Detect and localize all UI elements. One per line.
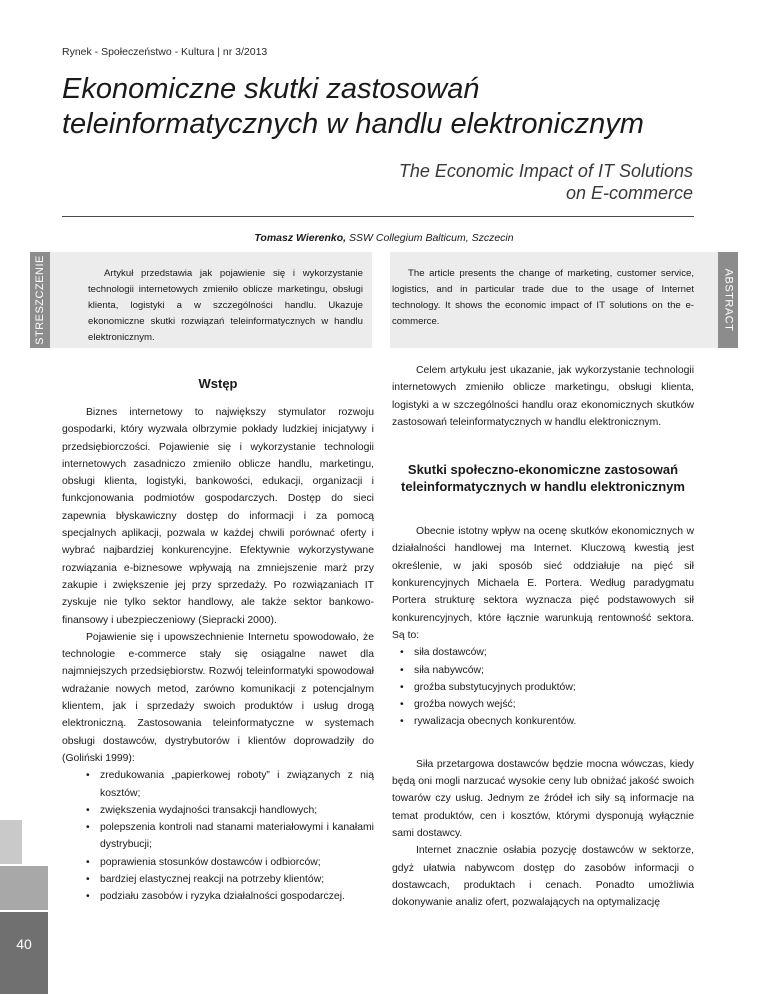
paragraph: Pojawienie się i upowszechnienie Internetu spowodowało, że technologie e-commerce stały się osiągalne nawet dla najmniejszych przedsiębiorstw. Rozwój teleinformatyki spowodował wdrażanie nowych metod, zarówno komunikacji z potencjalnym klientem, jak i sprzedaży swoich produktów i usług drogą elektroniczną. Zastosowania teleinformatyczne w systemach obsługi dostawców, dystrybutorów i klientów doprowadziły do (Goliński 1999): xyxy=(62,631,374,764)
left-column xyxy=(62,372,374,906)
decorative-block xyxy=(0,866,48,910)
list-item: • groźba substytucyjnych produktów; xyxy=(392,679,694,696)
bullet-list xyxy=(392,644,694,730)
paragraph: Obecnie istotny wpływ na ocenę skutków ekonomicznych w działalności handlowej ma Internet. Kluczową kwestią jest określenie, w jaki sposób sieć oddziałuje na pięć sił konkurencyjnych Michaela E. Portera. Według paradygmatu Portera strukturę sektora wyznacza pięć podstawowych sił konkurencyjnych, które łącznie warunkują rentowność sektora. Są to: xyxy=(392,526,694,641)
list-item: • siła dostawców; xyxy=(392,644,694,661)
journal-info: Rynek - Społeczeństwo - Kultura | nr 3/2013 xyxy=(62,46,268,58)
right-column xyxy=(392,362,694,911)
paragraph: Biznes internetowy to największy stymulator rozwoju gospodarki, który wyzwala olbrzymie pokłady ludzkiej inicjatywy i przedsiębiorczości. Pojawienie się i wykorzystanie technologii internetowych zasadniczo zmieniło oblicze handlu, marketingu, obsługi klienta, logistyki, bankowości, edukacji, organizacji i funkcjonowania podmiotów gospodarczych. Dostęp do sieci zapewnia błyskawiczny dostęp do informacji i za pomocą specjalnych aplikacji, pozwala w każdej chwili porównać oferty i wybrać najbardziej konkurencyjne. Efektywnie wykorzystywane rozwiązania e-biznesowe wpływają na zmniejszenie marż przy zakupie i zwiększenie jej przy sprzedaży. Po rozwiązaniach IT zyskuje nie tylko sektor handlowy, ale także sektor bankowo-finansowy i ubezpieczeniowy (Siepracki 2000). xyxy=(62,407,374,626)
list-item: • siła nabywców; xyxy=(392,662,694,679)
list-item: • polepszenia kontroli nad stanami materiałowymi i kanałami dystrybucji; xyxy=(62,819,374,854)
title-divider xyxy=(62,216,694,217)
subtitle-line-2: on E-commerce xyxy=(565,183,693,203)
author-affiliation: SSW Collegium Balticum, Szczecin xyxy=(349,232,514,244)
paragraph: Internet znacznie osłabia pozycję dostawców w sektorze, gdyż ułatwia nabywcom dostęp do zasobów informacji o dostawcach, produktach i cenach. Ponadto umożliwia dokonywanie analiz ofert, pozwalających na optymalizację xyxy=(392,845,694,909)
list-item: • zredukowania „papierkowej roboty” i związanych z nią kosztów; xyxy=(62,767,374,802)
decorative-block xyxy=(0,820,22,864)
list-item: • poprawienia stosunków dostawców i odbiorców; xyxy=(62,854,374,871)
list-item: • groźba nowych wejść; xyxy=(392,696,694,713)
abstract-en-text: The article presents the change of marketing, customer service, logistics, and in particular trade due to the usage of Internet technology. It shows the economic impact of IT solutions on the e-commerce. xyxy=(392,268,694,327)
spacer xyxy=(392,731,694,756)
paragraph: Celem artykułu jest ukazanie, jak wykorzystanie technologii internetowych zmieniło oblicze marketingu, obsługi klienta, logistyki a w szczególności handlu oraz ekonomicznych skutków zastosowań teleinformatycznych w handlu elektronicznym. xyxy=(392,365,694,428)
list-item: • zwiększenia wydajności transakcji handlowych; xyxy=(62,802,374,819)
article-title: Ekonomiczne skutki zastosowań teleinformatycznych w handlu elektronicznym xyxy=(62,73,644,140)
bullet-list xyxy=(62,767,374,905)
author-line xyxy=(0,232,768,244)
page-number: 40 xyxy=(16,936,32,952)
section-heading-introduction: Wstęp xyxy=(198,376,238,391)
list-item: • podziału zasobów i ryzyka działalności gospodarczej. xyxy=(62,888,374,905)
author-name: Tomasz Wierenko, xyxy=(254,232,347,244)
article-subtitle xyxy=(333,160,693,204)
paragraph: Siła przetargowa dostawców będzie mocna wówczas, kiedy będą oni mogli narzucać wysokie ceny lub obniżać jakość swoich towarów czy usług. Jednym ze źródeł ich siły są informacje na temat produktów, cen i kosztów, którymi dysponują wyłącznie sami dostawcy. xyxy=(392,758,694,839)
page-number-block xyxy=(0,912,48,994)
abstract-pl-text: Artykuł przedstawia jak pojawienie się i wykorzystanie technologii internetowych zmieniło oblicze marketingu, obsługi klienta, logistyki a w szczególności handlu. Ukazuje ekonomiczne skutki rozwiązań teleinformatycznych w handlu elektronicznym. xyxy=(88,268,363,343)
abstract-pl-label: STRESZCZENIE xyxy=(34,255,47,345)
abstract-en-label: ABSTRACT xyxy=(722,268,734,332)
list-item: • bardziej elastycznej reakcji na potrzeby klientów; xyxy=(62,871,374,888)
list-item: • rywalizacja obecnych konkurentów. xyxy=(392,713,694,730)
subtitle-line-1: The Economic Impact of IT Solutions xyxy=(398,161,693,181)
section-heading-effects: Skutki społeczno-ekonomiczne zastosowań teleinformatycznych w handlu elektronicznym xyxy=(401,462,685,495)
